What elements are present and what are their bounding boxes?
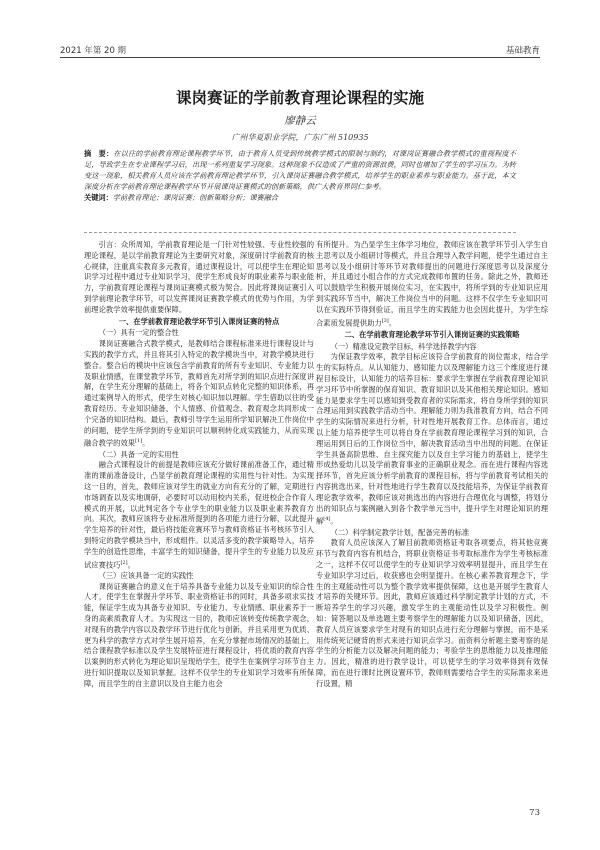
abstract-divider (84, 232, 516, 233)
page-number: 73 (529, 808, 540, 818)
section-heading-1: 一、在学前教育理论教学环节引入课岗证赛的特点 (118, 316, 280, 326)
citation-ref: [1] (135, 438, 143, 445)
abstract-text-block (84, 148, 516, 192)
article-author: 廖静云 (284, 115, 316, 127)
subsection-heading: （一）精准设定教学目标，科学选择教学内容 (330, 341, 477, 351)
body-paragraph: 为保证教学效率，教学目标应该符合学前教育的岗位需求，结合学生的实际特点。从认知能力、感知能力以及理解能力这三个维度进行课程目标设计，认知能力的培养目标：要求学生掌握在学前教育理论知识学习环节中所掌握的保育知识、教育知识以及其他相关理论知识。感知能力是要求学生可以感知到受教育者的实际需求，将自身所学到的知识合理运用到实践教学活动当中。理解能力则为我准教育方向，结合不同学生的实际情况来进行分析，针对性地开展教育工作。总体而言，通过以上能力培养使学生可以将自身在学前教育理论课程学习到的知识，合理运用到日后的工作岗位当中，解决教育活动当中出现的问题。在保证学生具备高阶思维、自主探究能力以及自主学习能力的基础上，使学生形成热爱幼儿以及学前教育事业的正确职业观念。而在进行课程内容选择环节，首先应该分析学前教育的课程目标，将与学前教育考试相关的内容挑选出来，针对性地进行学生教育以及技能培养，为保证学前教育理论教学效率，教师应该对挑选出的内容进行合理优化与调整，将划分出的知识点与案例融入到各个教学单元当中，提升学生对理论知识的理解[4]。 (316, 352, 548, 526)
abstract (84, 148, 516, 203)
body-paragraph: 课岗证赛融合的意义在于培养具备专业能力以及专业知识的综合性人才，使学生在掌握升学环节、职业资格证书的同时，具备多项求实技能，保证学生成为具备专业知识、专业能力、专业情感、职业素养于一身的高素质教育人才。为实现这一目的，教师应该转变传统教学观念，对现有的教学内容以及教学环节进行优化与创新，并且采用更为优质、更为科学的教学方式对学生展开培养，在充分掌握市场情况的基础上，结合课程教学标准以及学生发展特征进行课程设计，将优质的教育内容以案例的形式转化为理论知识呈现给学生，使学生在案例学习环节自主进行知识提取以及知识掌握。这样不仅学生的专业知识学习效率有所保障，而且学生的自主意识以及自主能力也会 (84, 581, 314, 688)
running-header (60, 44, 540, 56)
keywords-label: 关键词： (84, 193, 113, 202)
abstract-text: 在以往的学前教育理论课程教学环节，由于教育人员受到传统教学模式的限制与制约，对课岗证赛融合教学模式的重视程度不足，导致学生在专业课程学习后，出现一系列重复学习现象。这种现象不仅造成了严重的资源浪费，同时也增加了学生的学习压力。为转变这一现象，相关教育人员应该在学前教育理论教学环节，引入课岗证赛融合教学模式，培养学生的职业素养与职业能力。基于此，本文深度分析在学前教育理论课程教学环节开展课岗证赛模式的创新策略，供广大教育界同仁参考。 (84, 149, 516, 191)
issue-label: 2021 年第 20 期 (60, 46, 127, 56)
citation-ref: [3] (381, 317, 389, 324)
right-column (316, 240, 548, 690)
paragraph-text: 课岗证赛融合式教学模式，是教师结合课程标准来进行课程设计与实践的教学方式，并且将其引入特定的教学模块当中，对教学模块进行整合。整合后的模块中应该包含学前教育的所有专业知识、专业能力以及职业情感，在课堂教学环节，教师首先对所学到的知识点进行深度讲解，在学生充分理解的基础上，将各个知识点转化完整的知识体系，再通过案例导入的形式，使学生对核心知识加以理解。学生借助以往的受教育经历、专业知识储备、个人情感、价值观念、教育观念共同形成一个完备的知识结构。最后，教师引导学生运用所学知识解决工作岗位中的问题，使学生所学到的专业知识可以顺利转化成实践能力，从而实现融合教学的效果 (84, 339, 314, 448)
citation-ref: [2] (120, 559, 128, 566)
header-rule (60, 57, 540, 58)
article-title: 课岗赛证的学前教育理论课程的实施 (175, 89, 424, 107)
body-paragraph: 教育人员应该深入了解目前教师资格证考取各项要点，将其他竞赛环节与教育内容有机结合，将职业资格证书考取标准作为学生考核标准之一，这样不仅可以使学生的专业知识学习效率明显提升，而且学生在专业知识学习过后，收获感也会明显提升。在核心素养教育理念下，学生的主观能动性可以为整个教学效率提供保障，这也是开展学生教育人才培养的关键环节。因此，教师应该通过科学制定教学计划的方式，不断培养学生的学习兴趣，激发学生的主观能动性以及学习积极性。例如：简答题以及单选题主要考察学生的理解能力以及知识储备，因此，教育人员应该要求学生对现有的知识点进行充分理解与掌握，而不是采用传统死记硬背的形式来进行知识点学习。而资料分析题主要考察的是学生的分析能力以及解决问题的能力；考验学生的思维能力以及推理能力。因此，精准的进行教学设计，可以使学生的学习效率得到有效保障，而在进行课时比例设置环节，教师则需要结合学生的实际需求来进行设置，精 (316, 538, 548, 688)
left-column (84, 240, 314, 690)
body-paragraph: 课岗证赛融合式教学模式，是教师结合课程标准来进行课程设计与实践的教学方式，并且将其引入特定的教学模块当中，对教学模块进行整合。整合后的模块中应该包含学前教育的所有专业知识、专业能力以及职业情感，在课堂教学环节，教师首先对所学到的知识点进行深度讲解，在学生充分理解的基础上，将各个知识点转化完整的知识体系，再通过案例导入的形式，使学生对核心知识加以理解。学生借助以往的受教育经历、专业知识储备、个人情感、价值观念、教育观念共同形成一个完备的知识结构。最后，教师引导学生运用所学知识解决工作岗位中的问题，使学生所学到的专业知识可以顺利转化成实践能力，从而实现融合教学的效果[1]。 (84, 339, 314, 448)
section-label: 基础教育 (505, 46, 540, 56)
keywords-text: 学前教育理论；课岗证赛；创新策略分析；课赛融合 (112, 193, 279, 202)
subsection-heading: （二）具备一定的实用性 (98, 449, 179, 459)
keywords-block (84, 192, 516, 203)
citation-ref: [4] (323, 516, 331, 523)
section-heading-2: 二、在学前教育理论教学环节引入课岗证赛的实践策略 (344, 329, 520, 339)
subsection-heading: （二）科学制定教学计划，配备完善的标准 (330, 527, 470, 537)
abstract-label: 摘 要： (84, 149, 114, 158)
paragraph-text: 融合式课程设计的前提是教师应该充分做好课前准备工作，通过精准的课前准备设计，凸显学前教育理论课程的实用性与针对性。为实现这一目的，首先，教师应该对学生的就业方向有充分的了解，定期进行市场调查以及实地调研，必要时可以动用校内关系，促进校企合作育人模式的开展，以此判定各个专业学生的职业能力以及职业素养教育方向。其次，教师应该将专业标准所提到的各项能力进行分解，以此提升学生培养的针对性，最后将技能竞赛环节与教师资格证书考核环节引入到特定的教学模块当中，形成组件。以灵活多变的教学策略导入，培养学生的创造性思维，丰富学生的知识储备，提升学生的专业能力以及应试应赛技巧 (84, 460, 314, 569)
paragraph-text: 有所提升。为凸显学生主体学习地位，教师应该在教学环节引入学生自主思考以及小组研讨等模式，并且合理导入教学问题，使学生通过自主思考以及小组研讨等环节对教师提出的问题进行深度思考以及深度分析，并且通过小组合作的方式完成教师布置的任务。除此之外，教师还可以鼓励学生积极开展岗位实习，在实践中，将所学到的专业知识应用到实践环节当中，解决工作岗位当中的问题。这样不仅学生专业知识可以在实践环节得到验证，而且学生的实践能力也会因此提升，为学生综合素质发展提供助力 (316, 240, 548, 327)
paragraph-text: 为保证教学效率，教学目标应该符合学前教育的岗位需求，结合学生的实际特点。从认知能力、感知能力以及理解能力这三个维度进行课程目标设计，认知能力的培养目标：要求学生掌握在学前教育理论知识学习环节中所掌握的保育知识、教育知识以及其他相关理论知识。感知能力是要求学生可以感知到受教育者的实际需求，将自身所学到的知识合理运用到实践教学活动当中。理解能力则为我准教育方向，结合不同学生的实际情况来进行分析，针对性地开展教育工作。总体而言，通过以上能力培养使学生可以将自身在学前教育理论课程学习到的知识，合理运用到日后的工作岗位当中，解决教育活动当中出现的问题。在保证学生具备高阶思维、自主探究能力以及自主学习能力的基础上，使学生形成热爱幼儿以及学前教育事业的正确职业观念。而在进行课程内容选择环节，首先应该分析学前教育的课程目标，将与学前教育考试相关的内容挑选出来，针对性地进行学生教育以及技能培养，为保证学前教育理论教学效率，教师应该对挑选出的内容进行合理优化与调整，将划分出的知识点与案例融入到各个教学单元当中，提升学生对理论知识的理解 (316, 352, 548, 526)
subsection-heading: （一）具有一定的整合性 (98, 328, 179, 338)
continued-paragraph: 有所提升。为凸显学生主体学习地位，教师应该在教学环节引入学生自主思考以及小组研讨等模式，并且合理导入教学问题，使学生通过自主思考以及小组研讨等环节对教师提出的问题进行深度思考以及深度分析，并且通过小组合作的方式完成教师布置的任务。除此之外，教师还可以鼓励学生积极开展岗位实习，在实践中，将所学到的专业知识应用到实践环节当中，解决工作岗位当中的问题。这样不仅学生专业知识可以在实践环节得到验证，而且学生的实践能力也会因此提升，为学生综合素质发展提供助力[3]。 (316, 240, 548, 327)
body-paragraph: 融合式课程设计的前提是教师应该充分做好课前准备工作，通过精准的课前准备设计，凸显学前教育理论课程的实用性与针对性。为实现这一目的，首先，教师应该对学生的就业方向有充分的了解，定期进行市场调查以及实地调研，必要时可以动用校内关系，促进校企合作育人模式的开展，以此判定各个专业学生的职业能力以及职业素养教育方向。其次，教师应该将专业标准所提到的各项能力进行分解，以此提升学生培养的针对性，最后将技能竞赛环节与教师资格证书考核环节引入到特定的教学模块当中，形成组件。以灵活多变的教学策略导入，培养学生的创造性思维，丰富学生的知识储备，提升学生的专业能力以及应试应赛技巧[2]。 (84, 460, 314, 569)
subsection-heading: （三）应该具备一定的实践性 (98, 570, 194, 580)
intro-paragraph: 引言：众所周知，学前教育理论是一门针对性较强、专业性较强的理论课程，是以学前教育理论为主要研究对象，深度研讨学前教育的核心规律，注重真实教育多元教育，通过课程设计，可以使学生在理论知识学习过程中通过专业知识学习，使学生形成良好的职业素养与职业能力，学前教育理论课程与课岗证赛模式极为契合。因此将课岗证赛引入到学前理论教学环节，可以发挥课岗证赛教学模式的优势与作用，为学前理论教学效率提供重要保障。 (84, 240, 314, 314)
author-affiliation: 广州华夏职业学院，广东广州 510935 (231, 133, 369, 142)
